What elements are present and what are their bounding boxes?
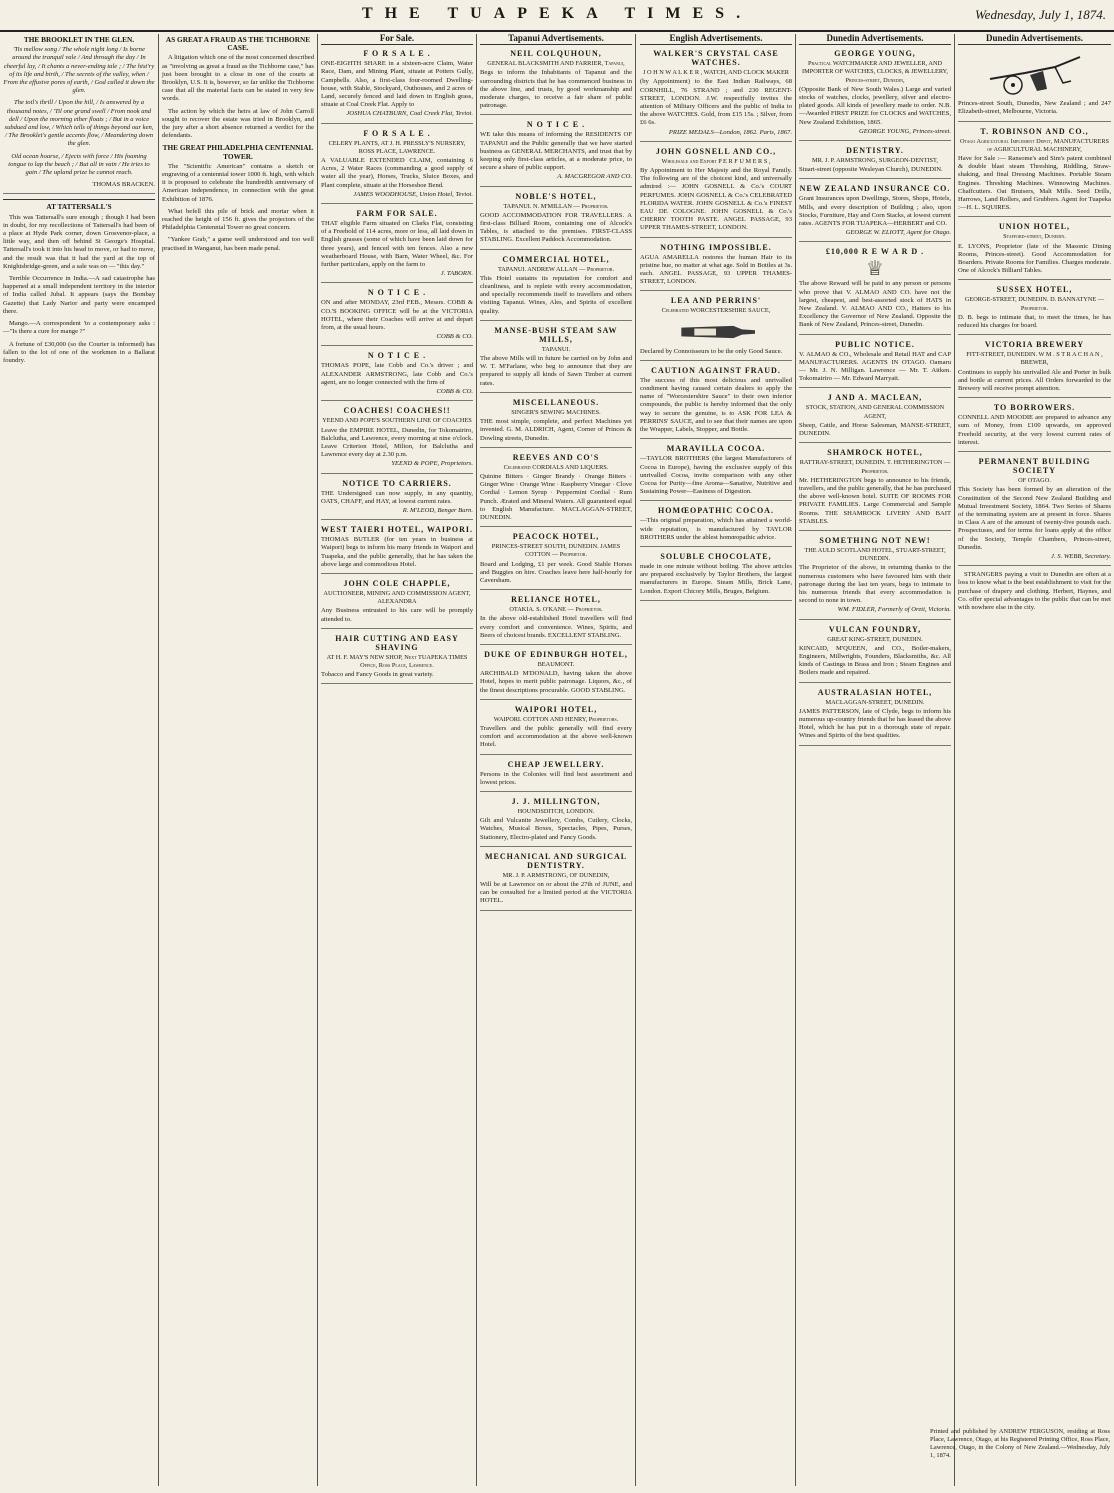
ad-body: (Opposite Bank of New South Wales.) Large and varied stocks of watches, clocks, jewellery, silver and electro-plated goods. All kinds of jewellery made to order. N.B.—Awarded FIRST PRIZE for CLOCKS and WATCHES, New Zealand Exhibition, 1865.: [799, 85, 951, 126]
ad-signature: COBB & CO.: [436, 333, 473, 341]
ad-heading: AUSTRALASIAN HOTEL,: [817, 687, 933, 697]
ad-body: D. B. begs to intimate that, to meet the times, he has reduced his charges for board.: [958, 313, 1111, 330]
ad-heading: HAIR CUTTING AND EASY SHAVING: [335, 633, 459, 652]
ad-heading: FARM FOR SALE.: [356, 209, 438, 219]
advertisement: [321, 525, 473, 574]
ad-body: THOMAS BUTLER (for ten years in business at Waipori) begs to inform his many friends in Waipori and Tuapeka, and the public generally, that he has taken the above large and commodious Hotel.: [321, 536, 473, 568]
advertisement: [480, 326, 632, 393]
ad-signature: YEEND & POPE, Proprietors.: [391, 460, 473, 468]
ad-heading: JOHN GOSNELL AND CO.,: [655, 146, 777, 156]
column-4: [477, 34, 636, 1486]
ad-subheading: RATTRAY-STREET, DUNEDIN. T. HETHERINGTON — Proprietor.: [799, 459, 951, 475]
divider: [3, 199, 155, 200]
ad-heading: MANSE-BUSH STEAM SAW MILLS,: [494, 325, 618, 344]
ad-heading: NEW ZEALAND INSURANCE CO.: [799, 184, 951, 194]
ad-heading: CHEAP JEWELLERY.: [507, 759, 605, 769]
article-title: THE BROOKLET IN THE GLEN.: [23, 35, 135, 44]
newspaper-title: THE TUAPEKA TIMES.: [361, 5, 753, 22]
ad-subheading: Practical WATCHMAKER AND JEWELLER, AND IMPORTER OF WATCHES, CLOCKS, & JEWELLERY, Princes-street, Dunedin,: [802, 60, 948, 84]
plough-illustration-icon: [985, 49, 1085, 97]
advertisement: [640, 49, 792, 142]
ad-heading: MECHANICAL AND SURGICAL DENTISTRY.: [484, 851, 628, 870]
advertisement: [480, 650, 632, 700]
ad-body: THE Undersigned can now supply, in any quantity, OATS, CHAFF, and HAY, at lowest current rates.: [321, 489, 473, 505]
ad-heading: HOMŒOPATHIC COCOA.: [658, 506, 774, 516]
ad-body: The success of this most delicious and unrivalled condiment having caused certain dealers to apply the name of "Worcestershire Sauce" to their own inferior compounds, the public is hereby informed that the only way to secure the genuine, is to ASK FOR LEA & PERRINS' SAUCE, and to see that their names are upon the Wrapper, Labels, Stopper, and Bottle.: [640, 376, 792, 434]
ad-body: Grant Insurances upon Dwellings, Stores, Shops, Hotels, Mills, and every description of Building ; also, upon Stocks, Furniture, Hay and Corn Stacks, at lowest current rates. AGENTS FOR TUAPEKA—HERBERT and CO.: [799, 195, 951, 228]
ad-heading: VICTORIA BREWERY: [984, 340, 1085, 350]
ad-heading: PERMANENT BUILDING SOCIETY: [978, 457, 1091, 476]
ad-subheading: WAIPORI. COTTON AND HENRY, Proprietors.: [493, 715, 619, 723]
ad-body: KINCAID, M'QUEEN, and CO., Boiler-makers, Engineers, Millwrights, Founders, Blacksmiths, &c. All kinds of Castings in Brass and Iron ; Steam Engines and Boilers made and repaired.: [799, 644, 951, 677]
advertisement: [480, 49, 632, 115]
advertisement: [799, 146, 951, 179]
ad-body: JAMES PATTERSON, late of Clyde, begs to inform his numerous up-country friends that he has leased the above Hotel, which he has put in a thorough state of repair. Wines and Spirits of the best qualities.: [799, 707, 951, 740]
column-2: [159, 34, 318, 1486]
ad-subheading: PRINCES-STREET SOUTH, DUNEDIN. JAMES COTTON — Proprietor.: [491, 543, 621, 559]
ad-body: AGUA AMARELLA restores the human Hair to its pristine hue, no matter at what age. Sold in Bottles at 3s. each. ANGEL PASSAGE, 93 UPPER THAMES-STREET, LONDON.: [640, 253, 792, 286]
ad-body: Declared by Connoisseurs to be the only Good Sauce.: [640, 347, 783, 355]
ad-subheading: OTAKIA. S. O'KANE — Proprietor.: [509, 606, 603, 614]
advertisement: [480, 760, 632, 792]
ad-subheading: GREAT KING-STREET, DUNEDIN.: [827, 635, 923, 643]
sauce-bottle-icon: [666, 319, 766, 345]
ad-heading: PUBLIC NOTICE.: [835, 339, 915, 349]
article-paragraph: A litigation which one of the most concerned described as "involving as great a fraud as the Tichborne case," has just been brought to a close in one of the courts at Brooklyn, U.S. It is, however, so far unlike the Tichborne case that all the material facts can be stated in very few words.: [162, 54, 314, 103]
ad-subheading: OF OTAGO.: [1018, 477, 1051, 485]
ad-subheading: GEORGE-STREET, DUNEDIN. D. BANNATYNE — Proprietor.: [964, 296, 1105, 312]
ad-signature: PRIZE MEDALS—London, 1862. Paris, 1867.: [668, 128, 792, 136]
ad-heading: MISCELLANEOUS.: [512, 397, 600, 407]
ad-heading: SOMETHING NOT NEW!: [819, 535, 931, 545]
article-paragraph: The action by which the heirs at law of John Carroll sought to recover the estate was tried in Brooklyn, and the jury after a short absence returned a verdict for the defendants.: [162, 107, 314, 140]
ad-body: ARCHIBALD M'DONALD, having taken the above Hotel, hopes to merit public patronage. Liquors, &c., of the finest descriptions procurable. GOOD STABLING.: [480, 670, 632, 694]
ad-signature: COBB & CO.: [436, 388, 473, 396]
ad-body: made in one minute without boiling. The above articles are prepared exclusively by Taylor Brothers, the largest manufacturers in Europe. Steam Mills, Brick Lane, London. Export Chicory Mills, Bruges, Belgium.: [640, 562, 792, 595]
advertisement: [958, 457, 1111, 566]
ad-heading: £10,000 R E W A R D .: [825, 247, 925, 257]
advertisement: [480, 453, 632, 527]
ad-heading: WAIPORI HOTEL,: [514, 704, 598, 714]
advertisement: [799, 393, 951, 443]
ad-heading: DENTISTRY.: [846, 146, 904, 156]
ad-heading: GEORGE YOUNG,: [834, 49, 916, 59]
advertisement: [799, 625, 951, 683]
ad-subheading: TAPANUI. ANDREW ALLAN — Proprietor.: [497, 265, 615, 273]
column-header: Dunedin Advertisements.: [799, 34, 951, 45]
ad-signature: JOSHUA CHATBURN, Coal Creek Flat, Teviot.: [346, 110, 473, 118]
ad-body: By Appointment to Her Majesty and the Royal Family. The following are of the choicest kind, and universally admired :— JOHN GOSNELL & Co.'s COURT PERFUMES. JOHN GOSNELL & Co.'s CELEBRATED FLORIDA WATER. JOHN GOSNELL & Co.'s FINEST EAU DE COLOGNE. JOHN GOSNELL & Co.'s CHERRY TOOTH PASTE. ANGEL PASSAGE, 93 UPPER THAMES-STREET, LONDON.: [640, 167, 792, 232]
ad-body: (by Appointment) to the East Indian Railways, 68 CORNHILL, 76 STRAND ; and 230 REGENT-STREET, LONDON. J.W. respectfully invites the attention of Military Officers and the public of India to the above WATCHES. Gold, from £15 15s. ; Silver, from £6 6s.: [640, 78, 792, 127]
ad-heading: REEVES AND CO'S: [512, 452, 600, 462]
ad-heading: N O T I C E .: [367, 288, 427, 298]
ad-heading: COACHES! COACHES!!: [343, 406, 451, 416]
ad-heading: CAUTION AGAINST FRAUD.: [651, 365, 781, 375]
advertisement: [480, 255, 632, 321]
advertisement: [958, 403, 1111, 452]
ad-body: V. ALMAO & CO., Wholesale and Retail HAT and CAP MANUFACTURERS. AGENTS IN OTAGO. Oamaru — Mr. J. N. Milligan. Lawrence — Mr. T. Aitken. Tokomairiro — Mr. Edward Marryatt.: [799, 350, 951, 383]
advertisement: [799, 688, 951, 746]
ad-subheading: YEEND AND POPE'S SOUTHERN LINE OF COACHES: [322, 417, 472, 425]
poem-stanza: The toil's thrill / Upon the hill, / Is answered by a thousand notes, / 'Til one grand swell / From nook and dell / Upon the morning ether floats ; / But in a voice subdued and low, / Which tells of things beyond our ken, / The Brooklet's gentle accents flow, / Meandering down the glen.: [4, 99, 154, 148]
royal-crest-icon: ♕: [866, 258, 884, 281]
ad-heading: COMMERCIAL HOTEL,: [502, 254, 610, 264]
advertisement: [799, 340, 951, 389]
ad-body: A VALUABLE EXTENDED CLAIM, containing 6 Acres, 2 Water Races (commanding a good supply of water all the year), Horses, Trucks, Sluice Boxes, and Plant complete, situate at the Horseshoe Bend.: [321, 157, 473, 189]
ad-signature: R. M'LEOD, Benger Burn.: [402, 506, 473, 514]
advertisement: [321, 351, 473, 401]
ad-body: Board and Lodging, £1 per week. Good Stable Horses and Buggies on hire. Coaches leave here half-hourly for Caversham.: [480, 560, 632, 584]
ad-heading: WALKER'S CRYSTAL CASE WATCHES.: [653, 49, 779, 68]
ad-subheading: BEAUMONT.: [537, 660, 575, 668]
ad-body: This Hotel sustains its reputation for comfort and cleanliness, and is replete with every accommodation, and specially recommends itself to travellers and others visiting Tapanui. Wines, Ales, and Spirits of excellent quality.: [480, 274, 632, 315]
ad-heading: SUSSEX HOTEL,: [996, 285, 1073, 295]
ad-heading: VULCAN FOUNDRY,: [828, 624, 922, 634]
ad-heading: LEA AND PERRINS': [670, 296, 762, 306]
ad-signature: A. MACGREGOR AND CO.: [557, 173, 632, 181]
ad-signature: WM. FIDLER, Formerly of Oreti, Victoria.: [837, 606, 951, 614]
advertisement: [640, 147, 792, 238]
ad-heading: NOTHING IMPOSSIBLE.: [660, 242, 772, 252]
ad-subheading: MR. J. P. ARMSTRONG, SURGEON-DENTIST,: [811, 157, 938, 165]
article-title: AT TATTERSALL'S: [46, 202, 112, 212]
ad-body: Persons in the Colonies will find best assortment and lowest prices.: [480, 770, 632, 786]
article-paragraph: This was Tattersall's sure enough ; though I had been in doubt, for my recollections of Tattersall's had been of a place at Hyde Park corner, down Grosvenor-place, a little way, and then off behind St George's Hospital. Tattersall's took it into his head to move, or had to move, and the result was that it had the yard at the top of Knightsbridge-green, and a sale was on — "this day.": [3, 213, 155, 270]
ad-body: The Proprietor of the above, in returning thanks to the numerous customers who have favoured him with their patronage during the last ten years, begs to intimate to his numerous friends that every accommodation is second to none in town.: [799, 564, 951, 605]
ad-subheading: MACLAGGAN-STREET, DUNEDIN.: [825, 698, 925, 706]
advertisement: [958, 340, 1111, 398]
advertisement: [799, 247, 951, 334]
ad-heading: UNION HOTEL,: [998, 222, 1071, 232]
advertisement: [480, 398, 632, 448]
ad-heading: TO BORROWERS.: [993, 403, 1076, 413]
advertisement: [640, 243, 792, 292]
ad-heading: MARAVILLA COCOA.: [666, 444, 766, 454]
ad-heading: JOHN COLE CHAPPLE,: [343, 578, 451, 588]
ad-body: Leave the EMPIRE HOTEL, Dunedin, for Tokomairiro, Balclutha, and Lawrence, every morning at nine o'clock. Leave Criterion Hotel, Milton, for Balclutha and Lawrence every day at 2.30 p.m.: [321, 426, 473, 459]
ad-body: Sheep, Cattle, and Horse Salesman, MANSE-STREET, DUNEDIN.: [799, 421, 951, 438]
ad-subheading: Celebrated WORCESTERSHIRE SAUCE,: [661, 307, 771, 315]
advertisement: [958, 222, 1111, 280]
advertisement: [640, 506, 792, 547]
ad-signature: JAMES WOODHOUSE, Union Hotel, Teviot.: [353, 190, 473, 198]
ad-body: E. LYONS, Proprietor (late of the Masonic Dining Rooms, Princes-street). Good Accommodation for Boarders. Private Rooms for Families. Charges moderate. One of Alcock's Billiard Tables.: [958, 242, 1111, 275]
advertisement: [321, 209, 473, 283]
ad-subheading: Celebrated CORDIALS AND LIQUERS.: [503, 463, 609, 471]
article-paragraph: Mango.—A correspondent 'to a contemporary asks :—"Is there a cure for mange ?": [3, 320, 155, 336]
column-3: [318, 34, 477, 1486]
advertisement: [958, 49, 1111, 121]
ad-subheading: HOUNDSDITCH, LONDON.: [517, 807, 595, 815]
ad-body: This Society has been formed by an alteration of the Constitution of the Second New Zealand Building and Mutual Investment Society, 1864. Two Series of Shares of the terminating system are at present in force. Shares in Class A are of the amount of twenty-five pounds each. Prospectuses, and for terms for loans apply at the office of the Society, Temple Chambers, Princes-street, Dunedin.: [958, 486, 1111, 551]
author-signature: THOMAS BRACKEN.: [3, 181, 155, 194]
ad-body: Mr. HETHERINGTON begs to announce to his friends, travellers, and the public generally, that he has purchased the above well-known hotel. SUITE OF ROOMS FOR PRIVATE FAMILIES. Large Commercial and Sample Rooms. THE SHAMROCK LIVERY AND BAIT STABLES.: [799, 476, 951, 525]
ad-body: Have for Sale :— Ransome's and Sim's patent combined & double blast steam Threshing, Riddling, Straw-shaking, and final Dressing Machines. Portable Steam Engines. Threshing Machines. Winnowing Machines. Chaffcutters. Oat Bruisers, Malt Mills. Seed Drills, Harrows, Land Rollers, and Grubbers. Agent for Tuapeka :—H. L. SQUIRES.: [958, 155, 1111, 212]
advertisement: [321, 288, 473, 346]
ad-body: Princes-street South, Dunedin, New Zealand ; and 247 Elizabeth-street, Melbourne, Victoria.: [958, 100, 1111, 116]
advertisement: [480, 120, 632, 186]
column-1: [0, 34, 159, 1486]
ad-heading: T. ROBINSON AND CO.,: [980, 126, 1089, 136]
advertisement: [321, 49, 473, 123]
ad-heading: J AND A. MACLEAN,: [827, 393, 923, 403]
article-paragraph: The "Scientific American" contains a sketch or engraving of a centennial tower 1000 ft. high, with which it is proposed to celebrate the hundredth anniversary of American independence, in connection with the great Exhibition of 1876.: [162, 162, 314, 203]
ad-subheading: GENERAL BLACKSMITH AND FARRIER, Tapanui,: [487, 60, 625, 68]
article-paragraph: Terrible Occurrence in India.—A sad catastrophe has happened at a small independent territory in the interior of India called Jubal. It appears (says the Bombay Gazette) that Lady Narior and party were encamped there.: [3, 275, 155, 315]
ad-subheading: AUCTIONEER, MINING AND COMMISSION AGENT, ALEXANDRA: [323, 589, 471, 606]
ad-subheading: AT H. F. MAY'S NEW SHOP, Next TUAPEKA TIMES Office, Ross Place, Lawrence.: [326, 653, 468, 669]
ad-body: The above Mills will in future be carried on by John and W. T. M'Farlane, who beg to announce that they are prepared to supply all kinds of Sawn Timber at current rates.: [480, 355, 632, 387]
advertisement: [799, 49, 951, 141]
ad-signature: J. TABORN.: [440, 270, 473, 278]
advertisement: [640, 296, 792, 360]
advertisement: [480, 797, 632, 847]
ad-heading: WEST TAIERI HOTEL, WAIPORI.: [321, 525, 474, 535]
ad-heading: N O T I C E .: [526, 120, 586, 130]
column-6: [796, 34, 955, 1486]
column-7: [955, 34, 1114, 1424]
advertisement: [480, 705, 632, 755]
ad-heading: F O R S A L E .: [363, 49, 431, 59]
ad-heading: F O R S A L E .: [363, 128, 431, 138]
poem-stanza: Old ocean hoarse, / Ejects with force / His foaming tongue to lap the beach ; / But all in vain / He tries to gain / The upland prize he cannot reach.: [8, 152, 150, 177]
advertisement: [321, 129, 473, 204]
ad-body: —TAYLOR BROTHERS (the largest Manufacturers of Cocoa in Europe), having the exclusive supply of this unrivalled Cocoa, invite comparison with any other Cocoa for Purity—fine Aroma—Sanative, Nutritive and Sustaining Power—Easiness of Digestion.: [640, 455, 792, 496]
article-paragraph: STRANGERS paying a visit to Dunedin are often at a loss to know what is the best establishment to visit for the purchase of drapery and clothing. Herbert, Haynes, and Co. offer special advantages to the public that can be met with nowhere else in the city.: [958, 571, 1111, 611]
ad-body: Gilt and Vulcanite Jewellery, Combs, Cutlery, Clocks, Watches, Musical Boxes, Spectacles, Pipes, Purses, Stationery, Electro-plated and Fancy Goods.: [480, 817, 632, 841]
article-title: THE GREAT PHILADELPHIA CENTENNIAL TOWER.: [162, 143, 314, 161]
ad-heading: SHAMROCK HOTEL,: [827, 448, 923, 458]
ad-heading: SOLUBLE CHOCOLATE,: [660, 551, 772, 561]
ad-heading: NEIL COLQUHOUN,: [510, 49, 602, 59]
advertisement: [480, 532, 632, 590]
advertisement: [480, 595, 632, 645]
issue-date: Wednesday, July 1, 1874.: [975, 7, 1106, 22]
ad-body: Travellers and the public generally will find every comfort and accommodation at the above well-known Hotel.: [480, 724, 632, 749]
advertisement: [958, 285, 1111, 335]
ad-subheading: STOCK, STATION, AND GENERAL COMMISSION AGENT,: [805, 404, 945, 420]
advertisement: [799, 448, 951, 531]
ad-heading: N O T I C E .: [367, 351, 427, 361]
column-5: [637, 34, 796, 1486]
ad-body: Any Business entrusted to his care will be promptly attended to.: [321, 607, 473, 623]
ad-heading: DUKE OF EDINBURGH HOTEL,: [484, 649, 628, 659]
ad-subheading: THE AULD SCOTLAND HOTEL, STUART-STREET, DUNEDIN.: [804, 546, 946, 563]
ad-body: —This original preparation, which has attained a world-wide reputation, is manufactured by TAYLOR BROTHERS under the ablest homœopathic advice.: [640, 517, 792, 541]
ad-body: ON and after MONDAY, 23rd FEB., Messrs. COBB & CO.'S BOOKING OFFICE will be at the VICTORIA HOTEL, where their Coaches will arrive at and depart from, at the usual hours.: [321, 299, 473, 332]
ad-subheading: SINGER'S SEWING MACHINES.: [511, 408, 601, 416]
ad-body: Tobacco and Fancy Goods in great variety.: [321, 671, 434, 679]
advertisement: [321, 634, 473, 685]
ad-subheading: FITT-STREET, DUNEDIN. W M . S T R A C H A N , BREWER,: [966, 351, 1103, 367]
advertisement: [640, 366, 792, 439]
advertisement: [640, 444, 792, 501]
ad-body: Begs to inform the Inhabitants of Tapanui and the surrounding districts that he has commenced business in the above line, and trusts, by good workmanship and moderate charges, to receive a fair share of public patronage.: [480, 69, 632, 110]
advertisement: [958, 127, 1111, 218]
ad-body: ONE-EIGHTH SHARE in a sixteen-acre Claim, Water Race, Dam, and Mining Plant, situate at Potters Gully, Campbells. Also, a first-class four-roomed Dwelling-house, with Stable, Stockyard, Outhouses, and 2 acres of Land, securely fenced and laid down in English grass, situate at Coal Creek Flat. Apply to: [321, 60, 473, 109]
advertisement: [321, 406, 473, 473]
advertisement: [321, 579, 473, 629]
ad-subheading: CELERY PLANTS, AT J. H. PRESSLY'S NURSERY, ROSS PLACE, LAWRENCE.: [328, 139, 466, 155]
article-paragraph: What befell this pile of brick and mortar when it reached the height of 156 ft. gives the projectors of the Philadelphia Centennial Tower no great concern.: [162, 207, 314, 232]
ad-signature: J. S. WEBB, Secretary.: [1051, 552, 1111, 560]
column-header: For Sale.: [321, 34, 473, 45]
advertisement: [640, 552, 792, 601]
ad-body: Continues to supply his unrivalled Ale and Porter in bulk and bottle at current prices. All Orders forwarded to the Brewery will receive prompt attention.: [958, 368, 1111, 393]
masthead: [0, 0, 1114, 32]
ad-heading: RELIANCE HOTEL,: [511, 595, 601, 605]
ad-heading: NOTICE TO CARRIERS.: [342, 478, 452, 488]
article-paragraph: A fortune of £30,000 (so the Courier is informed) has fallen to the lot of one of the workmen in a Ballarat foundry.: [3, 340, 155, 364]
poem-stanza: 'Tis mellow song / The whole night long / Is borne around the tranquil vale / And through the day / In cheerful lay, / It chants a never-ending tale ; / The hist'ry of its life and birth, / The secrets of the valley, when / From the effusive pores of earth, / God called it down the glen.: [3, 46, 155, 95]
ad-signature: GEORGE YOUNG, Princes-street.: [858, 127, 951, 135]
ad-body: CONNELL AND MOODIE are prepared to advance any sum of Money, from £100 upwards, on approved Freehold security, at the very lowest current rates of interest.: [958, 414, 1111, 446]
ad-heading: J. J. MILLINGTON,: [511, 796, 601, 806]
column-header: Dunedin Advertisements.: [958, 34, 1111, 45]
ad-subheading: Wholesale and Export P E R F U M E R S ,: [661, 157, 771, 165]
ad-signature: GEORGE W. ELIOTT, Agent for Otago.: [845, 229, 951, 237]
ad-body: Stuart-street (opposite Wesleyan Church), DUNEDIN.: [799, 166, 943, 174]
ad-subheading: TAPANUI.: [541, 345, 571, 353]
advertisement: [480, 852, 632, 911]
ad-heading: NOBLE'S HOTEL,: [515, 191, 597, 201]
ad-body: WE take this means of informing the RESIDENTS OF TAPANUI and the Public generally that we have started business as GENERAL MERCHANTS, and trust that by keeping only first-class articles, at a moderate price, to secure a share of public support.: [480, 131, 632, 172]
column-header: Tapanui Advertisements.: [480, 34, 632, 45]
column-header: English Advertisements.: [640, 34, 792, 45]
ad-subheading: J O H N W A L K E R , WATCH, AND CLOCK MAKER: [642, 69, 789, 77]
ad-heading: PEACOCK HOTEL,: [512, 532, 600, 542]
article-title: AS GREAT A FRAUD AS THE TICHBORNE CASE.: [165, 35, 311, 53]
ad-body: THOMAS POPE, late Cobb and Co.'s driver ; and ALEXANDER ARMSTRONG, late Cobb and Co.'s agent, are no longer connected with the firm of: [321, 362, 473, 386]
article-paragraph: "Yankee Grab," a game well understood and too well practised in Wanganui, has been made penal.: [162, 236, 314, 252]
ad-body: THE most simple, complete, and perfect Machines yet invented. G. M. ALDRICH, Agent, Corner of Princes & Dowling streets, Dunedin.: [480, 418, 632, 442]
ad-body: In the above old-established Hotel travellers will find every comfort and convenience. Wines, Spirits, and Beers of choicest brands. EXCELLENT STABLING.: [480, 615, 632, 639]
ad-subheading: Stafford-street, Dunedin.: [1003, 233, 1066, 241]
advertisement: [799, 536, 951, 620]
ad-body: Quinine Bitters · Ginger Brandy · Orange Bitters · Ginger Wine · Orange Wine · Raspberry Vinegar · Clove Cordial · Lemon Syrup · Peppermint Cordial · Rum Punch. Ærated and Mineral Waters. All guaranteed equal to English Manufacture. MACLAGGAN-STREET, DUNEDIN.: [480, 472, 632, 521]
ad-body: Will be at Lawrence on or about the 27th of JUNE, and can be consulted for a limited period at the VICTORIA HOTEL.: [480, 881, 632, 905]
advertisement: [799, 184, 951, 242]
ad-body: The above Reward will be paid to any person or persons who prove that V. ALMAO AND CO. have not the largest, cheapest, and best-assorted stock of HATS in New Zealand. V. ALMAO AND CO., Hatters to his Excellency the Governor of New Zealand. Opposite the Bank of New Zealand, Princes-street, Dunedin.: [799, 280, 951, 329]
ad-body: THAT eligible Farm situated on Clarks Flat, consisting of a Freehold of 114 acres, more or less, all laid down in English grasses (some of which have been laid down for three years), and fenced with ten fences. Also a new weatherboard House, with Barn, Water Wheel, &c. For further particulars, apply on the farm to: [321, 220, 473, 269]
ad-body: GOOD ACCOMMODATION FOR TRAVELLERS. A first-class Billiard Room, containing one of Alcock's Tables, is attached to the premises. FIRST-CLASS STABLING. Excellent Paddock Accommodation.: [480, 211, 632, 244]
advertisement: [480, 192, 632, 250]
ad-subheading: TAPANUI. N. M'MILLAN — Proprietor.: [503, 202, 609, 210]
printer-imprint: Printed and published by ANDREW FERGUSON, residing at Ross Place, Lawrence, Otago, at his Registered Printing Office, Ross Place, Lawrence, Otago, in the Colony of New Zealand.—Wednesday, July 1, 1874.: [930, 1428, 1110, 1459]
advertisement: [321, 479, 473, 521]
ad-subheading: MR. J. P. ARMSTRONG, OF DUNEDIN,: [502, 871, 610, 879]
ad-subheading: Otago Agricultural Implement Depot, MANUFACTURERS of AGRICULTURAL MACHINERY,: [959, 137, 1110, 153]
